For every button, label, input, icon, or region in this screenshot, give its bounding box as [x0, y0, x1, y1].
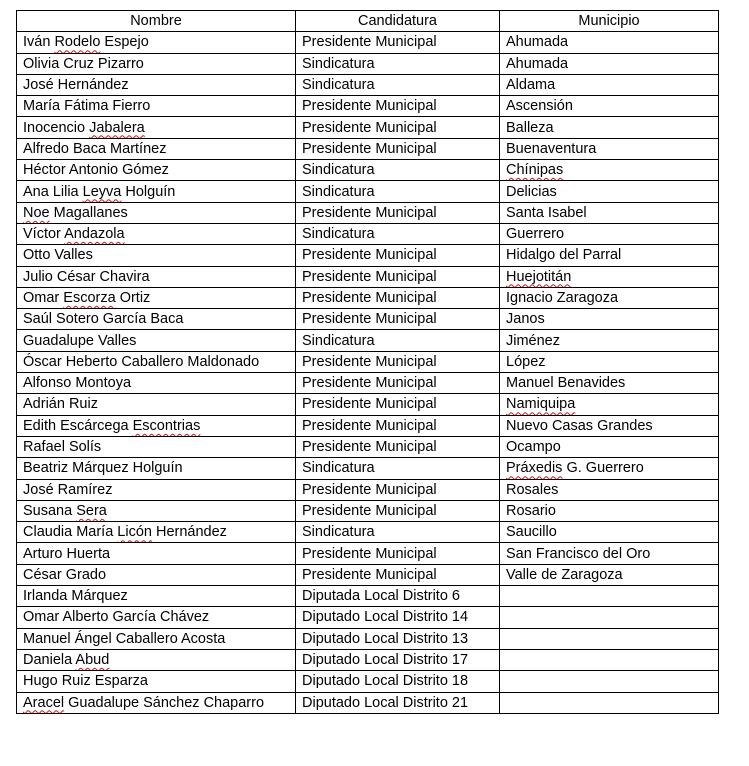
header-candidatura: Candidatura — [296, 11, 500, 32]
table-row — [17, 522, 719, 543]
cell-municipio: Ascensión — [500, 96, 719, 117]
table-row — [17, 160, 719, 181]
table-row — [17, 223, 719, 244]
cell-municipio: Delicias — [500, 181, 719, 202]
table-row — [17, 436, 719, 457]
cell-municipio: Ocampo — [500, 436, 719, 457]
cell-nombre: José Ramírez — [17, 479, 296, 500]
cell-candidatura: Sindicatura — [296, 458, 500, 479]
cell-candidatura: Diputado Local Distrito 13 — [296, 628, 500, 649]
table-row — [17, 117, 719, 138]
table-row — [17, 543, 719, 564]
cell-municipio: Balleza — [500, 117, 719, 138]
cell-nombre: Omar Escorza Ortiz — [17, 287, 296, 308]
cell-candidatura: Presidente Municipal — [296, 287, 500, 308]
cell-nombre: Omar Alberto García Chávez — [17, 607, 296, 628]
cell-candidatura: Presidente Municipal — [296, 309, 500, 330]
table-row — [17, 96, 719, 117]
cell-municipio: Guerrero — [500, 223, 719, 244]
cell-candidatura: Diputado Local Distrito 21 — [296, 692, 500, 713]
table-row — [17, 479, 719, 500]
table-row — [17, 373, 719, 394]
cell-candidatura: Presidente Municipal — [296, 500, 500, 521]
cell-candidatura: Diputada Local Distrito 6 — [296, 586, 500, 607]
table-row — [17, 586, 719, 607]
cell-nombre: Beatriz Márquez Holguín — [17, 458, 296, 479]
cell-nombre: María Fátima Fierro — [17, 96, 296, 117]
cell-candidatura: Diputado Local Distrito 18 — [296, 671, 500, 692]
cell-candidatura: Diputado Local Distrito 14 — [296, 607, 500, 628]
table-row — [17, 138, 719, 159]
cell-municipio: Namiquipa — [500, 394, 719, 415]
table-row — [17, 266, 719, 287]
cell-candidatura: Presidente Municipal — [296, 138, 500, 159]
cell-nombre: Adrián Ruiz — [17, 394, 296, 415]
table-row — [17, 394, 719, 415]
cell-nombre: Inocencio Jabalera — [17, 117, 296, 138]
cell-municipio: Nuevo Casas Grandes — [500, 415, 719, 436]
cell-nombre: Arturo Huerta — [17, 543, 296, 564]
cell-nombre: José Hernández — [17, 74, 296, 95]
table-row — [17, 458, 719, 479]
cell-candidatura: Sindicatura — [296, 522, 500, 543]
table-row — [17, 202, 719, 223]
cell-candidatura: Sindicatura — [296, 181, 500, 202]
cell-candidatura: Presidente Municipal — [296, 245, 500, 266]
cell-nombre: Hugo Ruiz Esparza — [17, 671, 296, 692]
cell-municipio — [500, 649, 719, 670]
table-body — [17, 32, 719, 714]
cell-municipio — [500, 692, 719, 713]
cell-municipio: San Francisco del Oro — [500, 543, 719, 564]
cell-nombre: Aracel Guadalupe Sánchez Chaparro — [17, 692, 296, 713]
cell-municipio — [500, 671, 719, 692]
cell-candidatura: Sindicatura — [296, 160, 500, 181]
cell-candidatura: Presidente Municipal — [296, 351, 500, 372]
table-row — [17, 649, 719, 670]
cell-municipio: Valle de Zaragoza — [500, 564, 719, 585]
table-row — [17, 181, 719, 202]
cell-nombre: Irlanda Márquez — [17, 586, 296, 607]
cell-candidatura: Diputado Local Distrito 17 — [296, 649, 500, 670]
table-row — [17, 287, 719, 308]
cell-municipio: Manuel Benavides — [500, 373, 719, 394]
cell-municipio: Janos — [500, 309, 719, 330]
cell-nombre: Héctor Antonio Gómez — [17, 160, 296, 181]
cell-candidatura: Presidente Municipal — [296, 96, 500, 117]
cell-candidatura: Presidente Municipal — [296, 436, 500, 457]
cell-candidatura: Presidente Municipal — [296, 564, 500, 585]
cell-nombre: Saúl Sotero García Baca — [17, 309, 296, 330]
table-row — [17, 32, 719, 53]
cell-candidatura: Sindicatura — [296, 74, 500, 95]
cell-nombre: Otto Valles — [17, 245, 296, 266]
candidates-table — [16, 10, 719, 714]
cell-municipio: Ahumada — [500, 32, 719, 53]
cell-candidatura: Presidente Municipal — [296, 394, 500, 415]
cell-municipio: Ignacio Zaragoza — [500, 287, 719, 308]
cell-candidatura: Presidente Municipal — [296, 266, 500, 287]
cell-nombre: César Grado — [17, 564, 296, 585]
cell-nombre: Edith Escárcega Escontrias — [17, 415, 296, 436]
table-header-row — [17, 11, 719, 32]
cell-nombre: Iván Rodelo Espejo — [17, 32, 296, 53]
table-row — [17, 671, 719, 692]
cell-nombre: Claudia María Licón Hernández — [17, 522, 296, 543]
cell-nombre: Daniela Abud — [17, 649, 296, 670]
table-row — [17, 74, 719, 95]
cell-municipio: Chínipas — [500, 160, 719, 181]
cell-municipio: Jiménez — [500, 330, 719, 351]
cell-candidatura: Sindicatura — [296, 53, 500, 74]
cell-municipio: Aldama — [500, 74, 719, 95]
cell-nombre: Ana Lilia Leyva Holguín — [17, 181, 296, 202]
cell-nombre: Óscar Heberto Caballero Maldonado — [17, 351, 296, 372]
cell-municipio — [500, 607, 719, 628]
table-row — [17, 607, 719, 628]
cell-candidatura: Presidente Municipal — [296, 202, 500, 223]
cell-candidatura: Sindicatura — [296, 223, 500, 244]
cell-nombre: Alfonso Montoya — [17, 373, 296, 394]
cell-candidatura: Presidente Municipal — [296, 117, 500, 138]
cell-nombre: Noe Magallanes — [17, 202, 296, 223]
cell-nombre: Víctor Andazola — [17, 223, 296, 244]
cell-nombre: Susana Sera — [17, 500, 296, 521]
cell-municipio: Santa Isabel — [500, 202, 719, 223]
header-nombre: Nombre — [17, 11, 296, 32]
cell-municipio: Rosario — [500, 500, 719, 521]
cell-municipio: Rosales — [500, 479, 719, 500]
table-row — [17, 628, 719, 649]
table-row — [17, 309, 719, 330]
cell-municipio: Práxedis G. Guerrero — [500, 458, 719, 479]
cell-nombre: Guadalupe Valles — [17, 330, 296, 351]
cell-nombre: Manuel Ángel Caballero Acosta — [17, 628, 296, 649]
cell-nombre: Olivia Cruz Pizarro — [17, 53, 296, 74]
cell-nombre: Rafael Solís — [17, 436, 296, 457]
cell-municipio: López — [500, 351, 719, 372]
table-row — [17, 500, 719, 521]
table-row — [17, 351, 719, 372]
table-row — [17, 692, 719, 713]
table-row — [17, 415, 719, 436]
cell-candidatura: Sindicatura — [296, 330, 500, 351]
cell-municipio: Saucillo — [500, 522, 719, 543]
cell-candidatura: Presidente Municipal — [296, 415, 500, 436]
table-row — [17, 245, 719, 266]
cell-candidatura: Presidente Municipal — [296, 373, 500, 394]
cell-nombre: Julio César Chavira — [17, 266, 296, 287]
cell-municipio: Ahumada — [500, 53, 719, 74]
cell-municipio: Hidalgo del Parral — [500, 245, 719, 266]
cell-municipio: Huejotitán — [500, 266, 719, 287]
table-row — [17, 53, 719, 74]
cell-nombre: Alfredo Baca Martínez — [17, 138, 296, 159]
header-municipio: Municipio — [500, 11, 719, 32]
cell-candidatura: Presidente Municipal — [296, 32, 500, 53]
cell-municipio — [500, 586, 719, 607]
cell-municipio: Buenaventura — [500, 138, 719, 159]
cell-candidatura: Presidente Municipal — [296, 543, 500, 564]
cell-municipio — [500, 628, 719, 649]
table-row — [17, 330, 719, 351]
cell-candidatura: Presidente Municipal — [296, 479, 500, 500]
table-row — [17, 564, 719, 585]
